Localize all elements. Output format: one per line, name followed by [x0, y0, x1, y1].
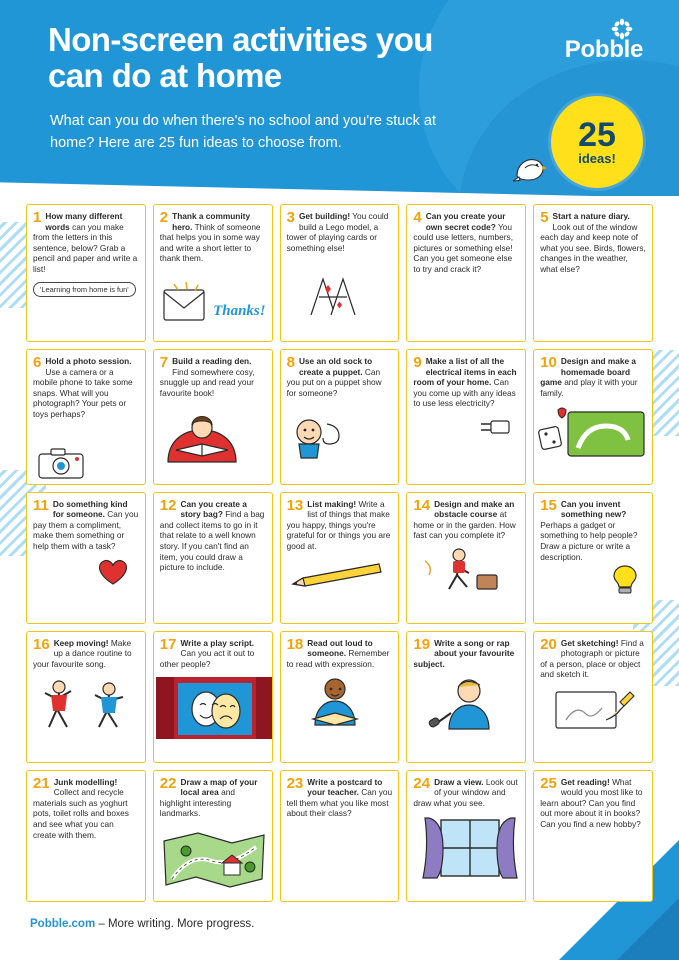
activity-text: Use a camera or a mobile phone to take some snaps. What will you photograph? Your pets or toys perhaps? [33, 366, 133, 419]
footer [30, 918, 254, 930]
activity-text: and play it with your family. [540, 377, 638, 398]
activity-number: 25 [540, 774, 557, 792]
activity-number: 9 [413, 354, 422, 371]
activity-art [160, 673, 266, 735]
activity-lead: Draw a view. [434, 776, 484, 787]
activity-number: 1 [33, 209, 42, 226]
activity-grid-row-5 [26, 770, 653, 902]
map-icon [158, 829, 270, 889]
pencil-icon [287, 556, 387, 590]
activity-card [26, 770, 146, 902]
footer-tagline: – More writing. More progress. [98, 918, 255, 930]
thanks-text: Thanks! [213, 302, 266, 319]
activity-number: 10 [540, 354, 557, 371]
activity-lead: List making! [307, 498, 357, 509]
activity-lead: Use an old sock to create a puppet. [298, 356, 373, 377]
hand-sketching-icon [546, 686, 646, 730]
ideas-count-badge [551, 96, 643, 188]
activity-lead: Get reading! [560, 776, 610, 787]
activity-lead: Build a reading den. [172, 356, 252, 366]
activity-card [406, 492, 526, 624]
window-icon [415, 818, 525, 880]
activity-card [280, 204, 400, 342]
activity-text: What would you most like to learn about? Can you find out more about it in books? Can you find a new hobby? [540, 776, 643, 829]
reader-icon [295, 677, 381, 729]
camera-icon [35, 446, 89, 480]
activity-text: Look out of your window and draw what you see. [413, 776, 518, 808]
activity-text: Look out of the window each day and keep note of what you see. Birds, flowers, changes in the weather, what else? [540, 221, 646, 274]
speech-bubble-icon: 'Learning from home is fun' [33, 282, 136, 297]
activity-card [153, 770, 273, 902]
activity-number: 14 [413, 496, 431, 514]
activity-card [533, 349, 653, 485]
activity-text: Can you act it out to other people? [159, 648, 255, 669]
page-title: Non-screen activities you can do at home [48, 21, 433, 94]
activity-art [160, 402, 266, 462]
activity-card [280, 349, 400, 485]
activity-lead: Read out loud to someone. [307, 637, 373, 659]
activity-lead: Design and make an obstacle course [434, 498, 515, 520]
activity-text: You could use letters, numbers, pictures or something else! Can you get someone else to try and crack it? [413, 221, 514, 274]
activity-text: Make up a dance routine to your favourite song. [33, 637, 132, 669]
activity-lead: Can you create your own secret code? [425, 211, 506, 232]
activity-card [153, 631, 273, 763]
activity-lead: How many different words [45, 211, 123, 232]
plug-icon [473, 413, 517, 439]
activity-card [153, 349, 273, 485]
activity-card [533, 204, 653, 342]
activity-lead: Write a play script. [180, 637, 255, 648]
activity-number: 2 [159, 209, 169, 226]
activity-number: 8 [286, 354, 295, 371]
activity-art [287, 556, 393, 590]
activity-art [160, 268, 266, 324]
activity-text: Write a list of things that make you happy, things you're grateful for or things you are good at. [286, 498, 391, 551]
activity-card [153, 492, 273, 624]
activity-grid-row-3 [26, 492, 653, 624]
activity-number: 18 [286, 635, 304, 653]
activity-text: Collect and recycle materials such as yoghurt pots, toilet rolls and boxes and see what you can create with them. [33, 787, 129, 840]
activity-lead: Keep moving! [53, 637, 109, 648]
activity-art [33, 673, 139, 731]
activity-text: and highlight interesting landmarks. [159, 787, 235, 819]
activity-lead: Draw a map of your local area [180, 776, 258, 798]
activity-text: Find a bag and collect items to go in it that relate to a well known story. If you can't find an item, you could draw a picture to include. [159, 509, 265, 573]
sock-puppet-icon [287, 414, 347, 460]
activity-lead: Design and make a homemade board game [540, 356, 637, 388]
activity-art [287, 673, 393, 725]
card-tower-icon [301, 265, 371, 319]
thank-you-note-icon [160, 280, 210, 326]
activity-number: 4 [413, 209, 422, 226]
activity-number: 17 [159, 635, 177, 653]
dancers-icon [33, 677, 143, 735]
activity-number: 24 [413, 774, 431, 792]
bird-icon [511, 150, 551, 184]
activity-text: Find a photograph or picture of a person, place or object and sketch it. [540, 637, 644, 680]
activity-number: 6 [33, 354, 42, 371]
activity-card [153, 204, 273, 342]
activity-number: 5 [540, 209, 549, 226]
activity-lead: Start a nature diary. [552, 211, 630, 221]
poster-header [0, 0, 679, 196]
activity-art [540, 684, 646, 728]
activity-number: 7 [159, 354, 169, 371]
activity-text: Think of someone that helps you in some way and write a short letter to thank them. [159, 221, 261, 264]
activity-lead: Get sketching! [560, 637, 619, 648]
activity-number: 13 [286, 496, 304, 514]
activity-card [280, 492, 400, 624]
activity-text: Remember to read with expression. [286, 648, 390, 669]
activity-number: 20 [540, 635, 557, 653]
activity-lead: Get building! [298, 211, 351, 221]
activity-card [280, 770, 400, 902]
activity-card [280, 631, 400, 763]
activity-number: 22 [159, 774, 177, 792]
activity-lead: Junk modelling! [53, 776, 118, 787]
page-subtitle: What can you do when there's no school and you're stuck at home? Here are 25 fun ideas to choose from. [50, 113, 436, 151]
theatre-masks-icon [156, 677, 273, 739]
activity-card [533, 770, 653, 902]
activity-art [540, 402, 646, 454]
activity-text: Can you come up with any ideas to use less electricity? [413, 377, 516, 409]
pobble-logo: Pobble [564, 36, 643, 63]
activity-art [540, 566, 646, 596]
activity-number: 19 [413, 635, 431, 653]
activity-art [413, 413, 519, 439]
ideas-count-number: 25 [578, 115, 616, 154]
activity-card [26, 349, 146, 485]
activity-art [413, 545, 519, 593]
activity-card [26, 492, 146, 624]
activity-lead: Do something kind for someone. [52, 498, 128, 520]
activity-grid-row-2 [26, 349, 653, 485]
heart-icon [93, 556, 133, 586]
footer-brand[interactable]: Pobble.com [30, 918, 96, 930]
runner-icon [419, 547, 509, 595]
activity-lead: Can you create a story bag? [180, 498, 247, 520]
activity-text: Perhaps a gadget or something to help people? Draw a picture or write a description. [540, 519, 638, 562]
activity-card [26, 631, 146, 763]
activity-lead: Write a postcard to your teacher. [307, 776, 383, 798]
activity-card [406, 631, 526, 763]
activity-text: Can you pay them a compliment, make them something or help them with a task? [33, 509, 139, 551]
reading-child-icon [162, 406, 258, 466]
activity-art [33, 556, 139, 586]
activity-number: 11 [33, 496, 49, 514]
activity-lead: Thank a community hero. [172, 211, 251, 232]
activity-number: 21 [33, 774, 50, 792]
activity-art [160, 823, 266, 883]
activity-lead: Can you invent something new? [560, 498, 627, 520]
activity-card [533, 631, 653, 763]
activity-text: Find somewhere cosy, snuggle up and read your favourite book! [159, 366, 255, 398]
activity-text: You could build a Lego model, a tower of playing cards or something else! [286, 211, 389, 253]
activity-grid-row-1 [26, 204, 653, 342]
activity-art [413, 812, 519, 874]
activity-number: 16 [33, 635, 50, 653]
activity-card [406, 204, 526, 342]
activity-art [33, 279, 139, 335]
activity-text: Can you put on a puppet show for someone? [286, 366, 382, 398]
activity-number: 23 [286, 774, 304, 792]
activity-number: 12 [159, 496, 177, 514]
activity-art [33, 424, 139, 480]
ideas-count-label: ideas! [578, 150, 616, 166]
activity-text: at home or in the garden. How fast can you complete it? [413, 509, 516, 541]
activity-lead: Write a song or rap about your favourite subject. [413, 637, 515, 669]
activity-text: can you make from the letters in this sentence, below? Grab a pencil and paper and write a list! [33, 221, 138, 274]
lightbulb-icon [608, 562, 642, 596]
board-game-icon [538, 406, 646, 458]
activity-art [287, 257, 393, 313]
activity-lead: Make a list of all the electrical items in each room of your home. [413, 356, 517, 388]
activity-art [287, 402, 393, 458]
activity-card [406, 349, 526, 485]
activity-card [533, 492, 653, 624]
activity-grid-row-4 [26, 631, 653, 763]
activity-text: Can you tell them what you like most about their class? [286, 787, 393, 819]
microphone-singer-icon [419, 677, 519, 733]
activity-number: 3 [286, 209, 295, 226]
activity-card [406, 770, 526, 902]
activity-number: 15 [540, 496, 557, 514]
activity-art [413, 673, 519, 729]
activity-lead: Hold a photo session. [45, 356, 132, 366]
activity-card [26, 204, 146, 342]
